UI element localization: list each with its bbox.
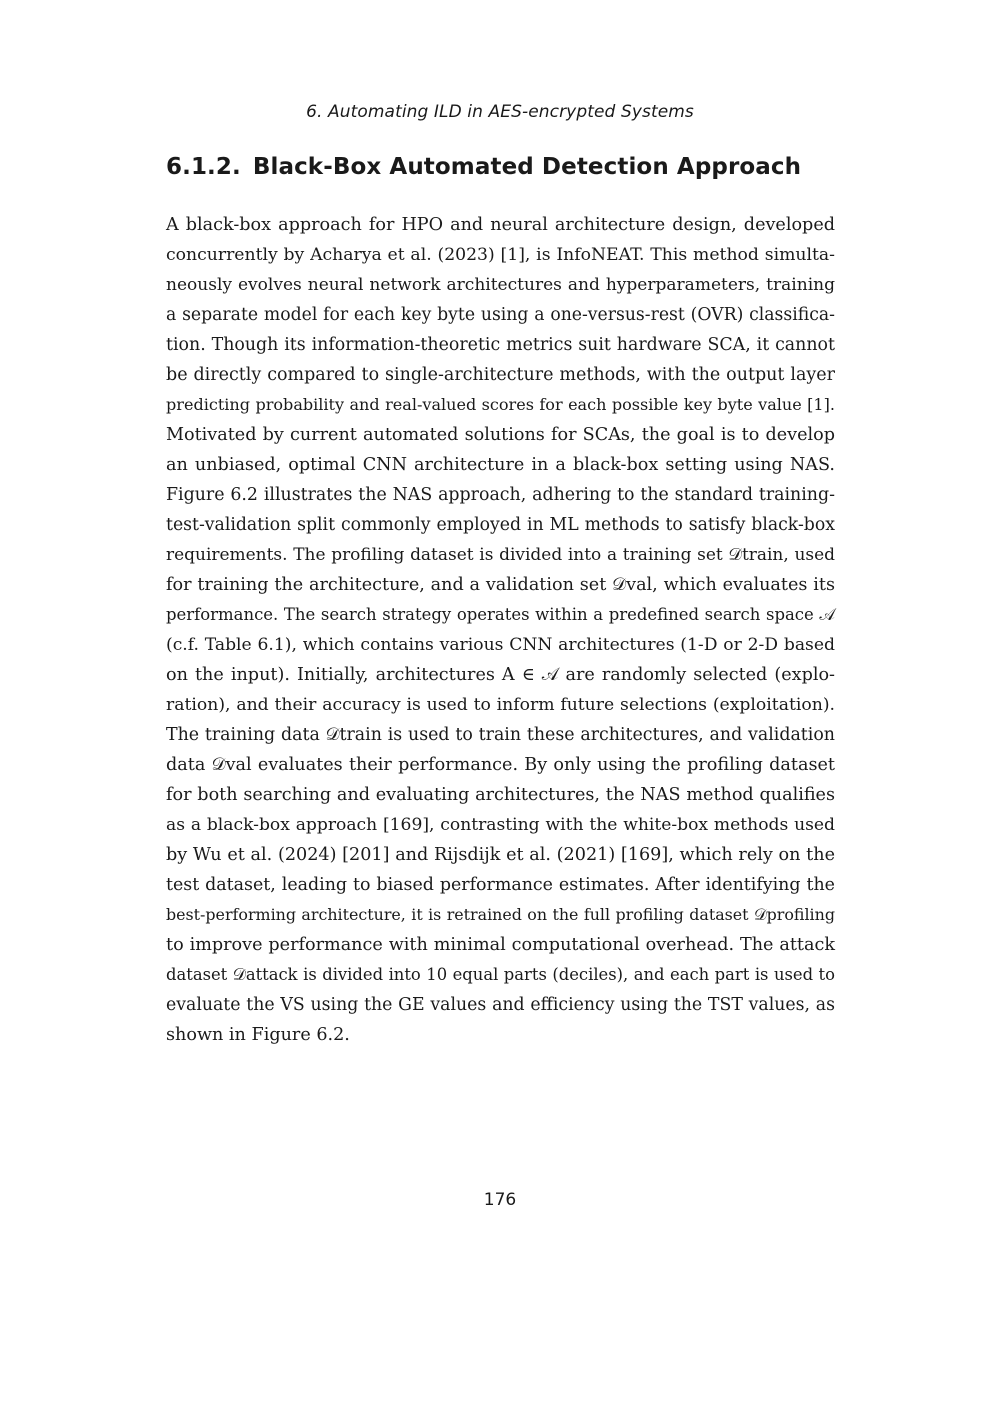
text-line: evaluate the VS using the GE values and efficiency using the TST values, as xyxy=(166,995,835,1015)
text-line: test-validation split commonly employed in ML methods to satisfy black-box xyxy=(166,515,835,535)
text-line: neously evolves neural network architectures and hyperparameters, training xyxy=(166,275,835,295)
text-line: for both searching and evaluating architectures, the NAS method qualifies xyxy=(166,785,835,805)
text-line: be directly compared to single-architecture methods, with the output layer xyxy=(166,365,835,385)
running-header: 6. Automating ILD in AES-encrypted Systems xyxy=(306,102,694,122)
text-line: by Wu et al. (2024) [201] and Rijsdijk et al. (2021) [169], which rely on the xyxy=(166,845,835,865)
text-line: for training the architecture, and a validation set 𝒟val, which evaluates its xyxy=(166,575,835,595)
section-heading xyxy=(166,154,801,180)
text-line: best-performing architecture, it is retrained on the full profiling dataset 𝒟profiling xyxy=(166,905,835,924)
text-line: to improve performance with minimal computational overhead. The attack xyxy=(166,935,835,955)
page-number: 176 xyxy=(483,1190,517,1210)
text-line: a separate model for each key byte using a one-versus-rest (OVR) classifica- xyxy=(166,305,835,325)
text-line: A black-box approach for HPO and neural architecture design, developed xyxy=(166,215,835,235)
text-line: Figure 6.2 illustrates the NAS approach, adhering to the standard training- xyxy=(166,485,835,505)
text-line: tion. Though its information-theoretic metrics suit hardware SCA, it cannot xyxy=(166,335,835,355)
text-line: as a black-box approach [169], contrasting with the white-box methods used xyxy=(166,815,835,835)
text-line: predicting probability and real-valued scores for each possible key byte value [1]. xyxy=(166,395,835,414)
text-line: ration), and their accuracy is used to inform future selections (exploitation). xyxy=(166,695,835,715)
text-line: on the input). Initially, architectures A ∈ 𝒜 are randomly selected (explo- xyxy=(166,665,835,685)
text-line: requirements. The profiling dataset is divided into a training set 𝒟train, used xyxy=(166,545,835,565)
text-line: test dataset, leading to biased performance estimates. After identifying the xyxy=(166,875,835,895)
text-line: shown in Figure 6.2. xyxy=(166,1025,350,1045)
text-line: Motivated by current automated solutions for SCAs, the goal is to develop xyxy=(166,425,835,445)
text-line: an unbiased, optimal CNN architecture in a black-box setting using NAS. xyxy=(166,455,835,475)
text-line: data 𝒟val evaluates their performance. By only using the profiling dataset xyxy=(166,755,835,775)
text-line: concurrently by Acharya et al. (2023) [1], is InfoNEAT. This method simulta- xyxy=(166,245,835,265)
body-paragraph xyxy=(166,210,835,1050)
section-title: Black-Box Automated Detection Approach xyxy=(252,154,802,180)
section-number: 6.1.2. xyxy=(166,154,241,180)
text-line: The training data 𝒟train is used to train these architectures, and validation xyxy=(166,725,835,745)
text-line: dataset 𝒟attack is divided into 10 equal parts (deciles), and each part is used to xyxy=(166,965,835,984)
text-line: (c.f. Table 6.1), which contains various CNN architectures (1-D or 2-D based xyxy=(166,635,835,655)
text-line: performance. The search strategy operates within a predefined search space 𝒜 xyxy=(166,605,835,624)
